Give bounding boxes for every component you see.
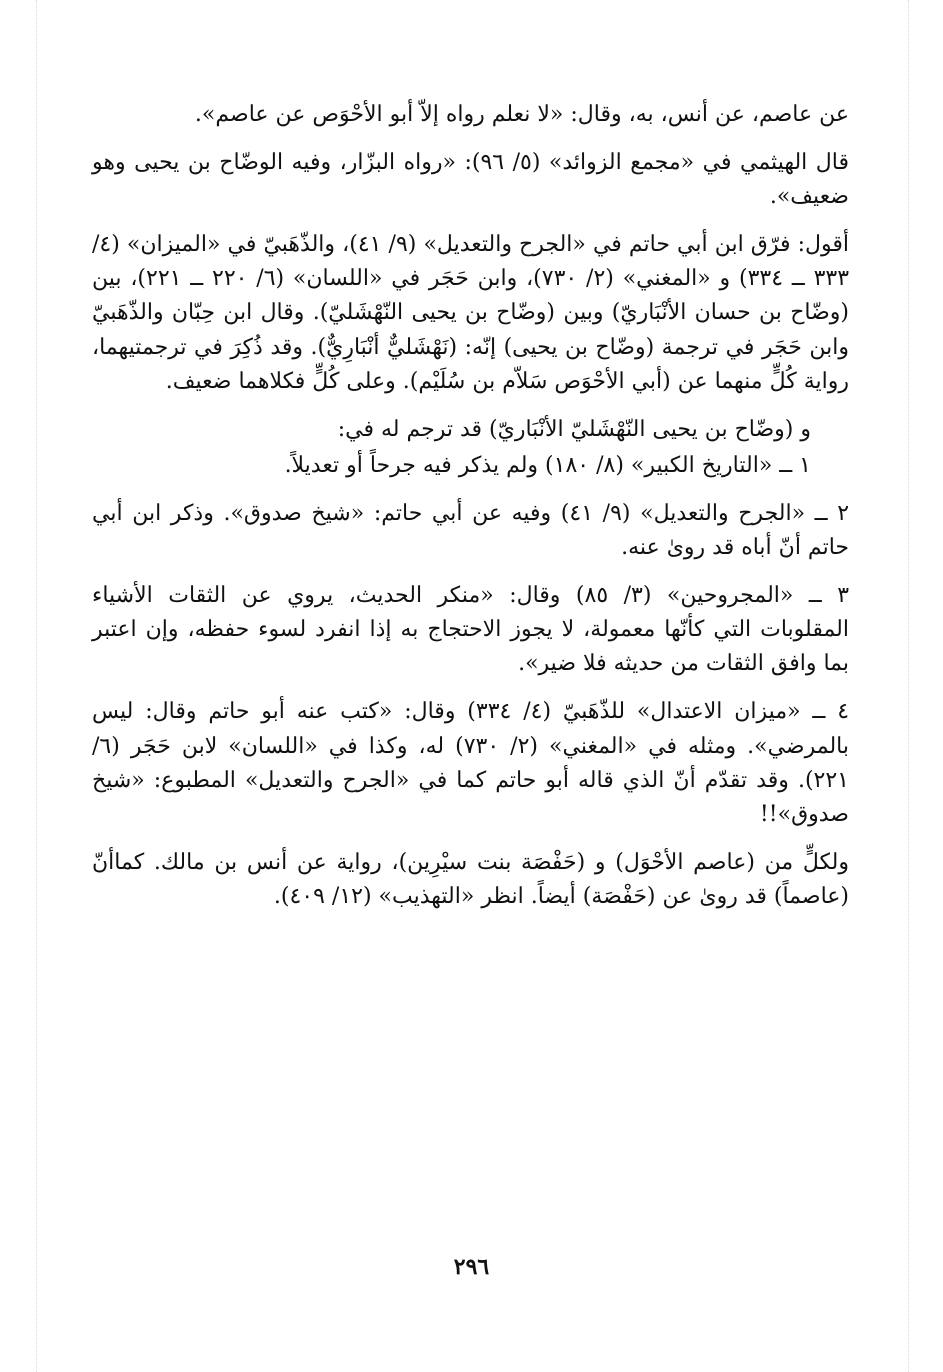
list-item-4: ٤ ــ «ميزان الاعتدال» للذّهَبيّ (٤/ ٣٣٤) وقال: «كتب عنه أبو حاتم وقال: ليس بالمرضي». ومثله في «المغني» (٢/ ٧٣٠) له، وكذا في «اللسان» لابن حَجَر (٦/ ٢٢١). وقد تقدّم أنّ الذي قاله أبو حاتم كما في «الجرح والتعديل» المطبوع: «شيخ صدوق»!! bbox=[92, 699, 850, 827]
paragraph-hadith-end: عن عاصم، عن أنس، به، وقال: «لا نعلم رواه إلاّ أبو الأحْوَص عن عاصم». bbox=[194, 102, 849, 127]
scan-margin-line-left bbox=[36, 0, 37, 1372]
paragraph-aqul: أقول: فرّق ابن أبي حاتم في «الجرح والتعديل» (٩/ ٤١)، والذّهَبيّ في «الميزان» (٤/ ٣٣٣ ــ ٣٣٤) و «المغني» (٢/ ٧٣٠)، وابن حَجَر في «اللسان» (٦/ ٢٢٠ ــ ٢٢١)، بين (وضّاح بن حسان الأنْبَاريّ) وبين (وضّاح بن يحيى النّهْشَليّ). وقال ابن حِبّان والذّهَبيّ وابن حَجَر في ترجمة (وضّاح بن يحيى) إنّه: (نَهْشَليٌّ أنْبَارِيٌّ). وقد ذُكِرَ في ترجمتيهما، رواية كُلٍّ منهما عن (أبي الأحْوَص سَلاّم بن سُلَيْم). وعلى كُلٍّ فكلاهما ضعيف. bbox=[92, 232, 850, 394]
page-number: ٢٩٦ bbox=[453, 1254, 490, 1280]
list-item-2: ٢ ــ «الجرح والتعديل» (٩/ ٤١) وفيه عن أبي حاتم: «شيخ صدوق». وذكر ابن أبي حاتم أنّ أباه قد روىٰ عنه. bbox=[92, 500, 850, 561]
scan-margin-line-right bbox=[908, 0, 909, 1372]
list-item-3: ٣ ــ «المجروحين» (٣/ ٨٥) وقال: «منكر الحديث، يروي عن الثقات الأشياء المقلوبات التي كأنّها معمولة، لا يجوز الاحتجاج به إذا انفرد لسوء حفظه، وإن اعتبر بما وافق الثقات من حديثه فلا ضير». bbox=[92, 583, 850, 677]
body-text bbox=[92, 98, 849, 928]
paragraph-closing: ولكلٍّ من (عاصم الأحْوَل) و (حَفْصَة بنت سيْرِين)، رواية عن أنس بن مالك. كماأنّ (عاصماً) قد روىٰ عن (حَفْصَة) أيضاً. انظر «التهذيب» (١٢/ ٤٠٩). bbox=[92, 849, 849, 909]
paragraph-haythami: قال الهيثمي في «مجمع الزوائد» (٥/ ٩٦): «رواه البزّار، وفيه الوضّاح بن يحيى وهو ضعيف». bbox=[92, 150, 849, 210]
list-item-1: ١ ــ «التاريخ الكبير» (٨/ ١٨٠) ولم يذكر فيه جرحاً أو تعديلاً. bbox=[284, 452, 811, 478]
paragraph-list-intro: و (وضّاح بن يحيى النّهْشَليّ الأنْبَاريّ) قد ترجم له في: bbox=[337, 416, 811, 442]
